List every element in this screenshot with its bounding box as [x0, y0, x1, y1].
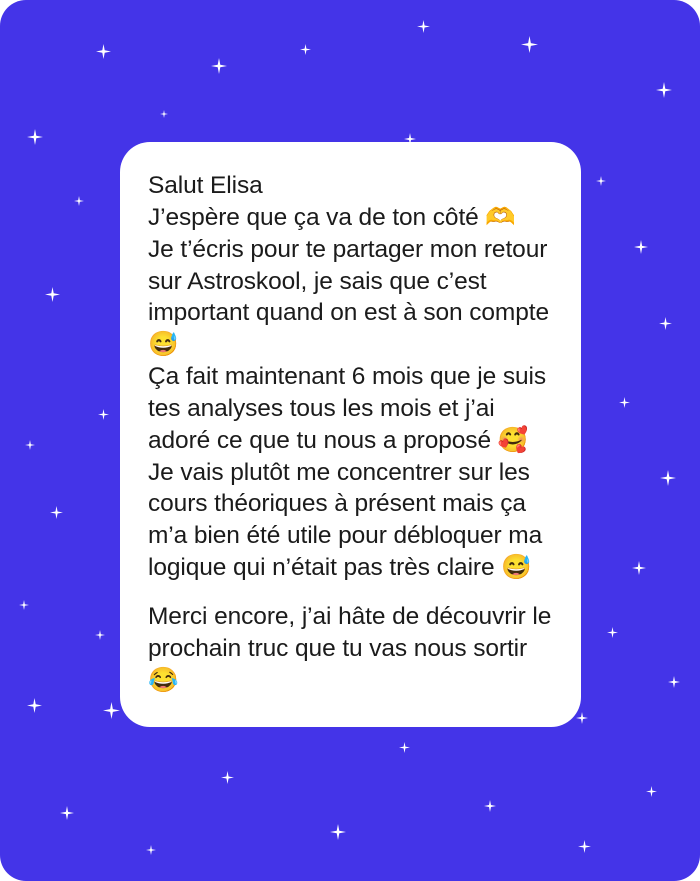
sparkle-star-icon	[607, 627, 618, 638]
sparkle-star-icon	[45, 287, 60, 302]
message-paragraph-4: Je vais plutôt me concentrer sur les cours théoriques à présent mais ça m’a bien été utile pour débloquer ma logique qui n’était pas très claire 😅	[148, 458, 549, 582]
sparkle-star-icon	[656, 82, 672, 98]
sparkle-star-icon	[19, 600, 29, 610]
sparkle-star-icon	[659, 317, 672, 330]
sparkle-star-icon	[25, 440, 35, 450]
sparkle-star-icon	[619, 397, 630, 408]
sparkle-star-icon	[596, 176, 606, 186]
sparkle-star-icon	[146, 845, 156, 855]
sparkle-star-icon	[668, 676, 680, 688]
sparkle-star-icon	[330, 824, 346, 840]
sparkle-star-icon	[211, 58, 227, 74]
sparkle-star-icon	[484, 800, 496, 812]
sparkle-star-icon	[632, 561, 646, 575]
sparkle-star-icon	[300, 44, 311, 55]
sparkle-star-icon	[221, 771, 234, 784]
message-greeting: Salut Elisa	[148, 172, 263, 199]
sparkle-star-icon	[27, 129, 43, 145]
message-paragraph-1: J’espère que ça va de ton côté 🫶	[148, 203, 516, 231]
sparkle-star-icon	[98, 409, 109, 420]
sparkle-star-icon	[60, 806, 74, 820]
testimonial-message-card	[120, 142, 581, 727]
sparkle-star-icon	[521, 36, 538, 53]
sparkle-star-icon	[103, 702, 120, 719]
sparkle-star-icon	[95, 630, 105, 640]
sparkle-star-icon	[50, 506, 63, 519]
sparkle-star-icon	[646, 786, 657, 797]
sparkle-star-icon	[160, 110, 168, 118]
message-paragraph-3: Ça fait maintenant 6 mois que je suis tes analyses tous les mois et j’ai adoré ce que tu nous a proposé 🥰	[148, 363, 553, 454]
sparkle-star-icon	[576, 712, 588, 724]
sparkle-star-icon	[96, 44, 111, 59]
sparkle-star-icon	[399, 742, 410, 753]
sparkle-star-icon	[417, 20, 430, 33]
message-paragraph-2: Je t’écris pour te partager mon retour sur Astroskool, je sais que c’est important quand on est à son compte 😅	[148, 235, 556, 359]
sparkle-star-icon	[74, 196, 84, 206]
sparkle-star-icon	[660, 470, 676, 486]
message-paragraph-5: Merci encore, j’ai hâte de découvrir le prochain truc que tu vas nous sortir 😂	[148, 602, 558, 694]
sparkle-star-icon	[578, 840, 591, 853]
sparkle-star-icon	[634, 240, 648, 254]
sparkle-star-icon	[27, 698, 42, 713]
